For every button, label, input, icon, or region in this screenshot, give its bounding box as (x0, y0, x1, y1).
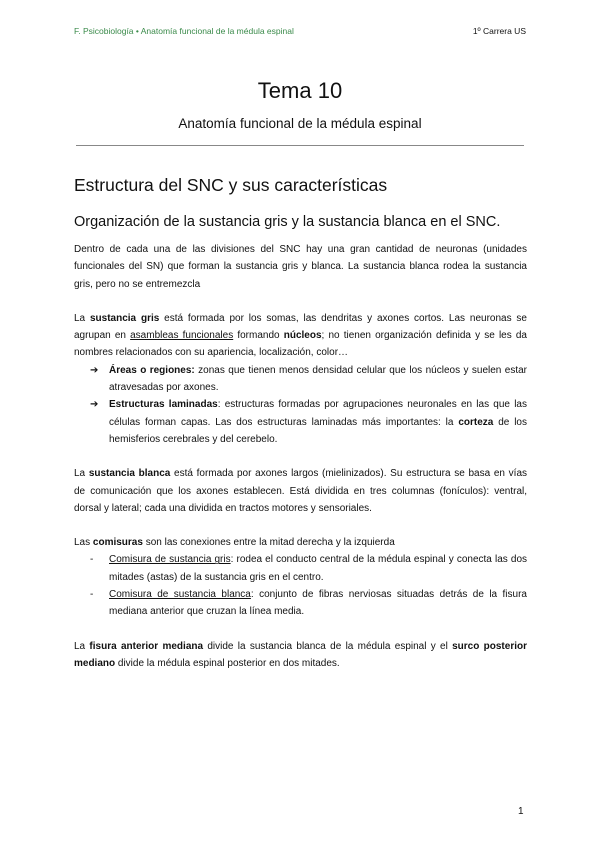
header-year: 1º Carrera US (472, 26, 526, 36)
regions-list (74, 362, 527, 448)
paragraph-sustancia-blanca: La sustancia blanca está formada por axones largos (mielinizados). Su estructura se basa en vías de comunicación que los axones establecen. Está dividida en tres columnas (fonículos): ventral, dorsal y lateral; cada una dividida en tractos motores y sensoriales. (74, 468, 528, 514)
section-title: Estructura del SNC y sus características (74, 175, 388, 195)
list-item: ➔ Áreas o regiones: zonas que tienen menos densidad celular que los núcleos y suelen estar atravesadas por axones. (74, 362, 527, 397)
arrow-icon: ➔ (90, 364, 99, 376)
page-subtitle: Anatomía funcional de la médula espinal (178, 116, 422, 131)
document-body (74, 241, 527, 672)
list-item: - Comisura de sustancia gris: rodea el conducto central de la médula espinal y conecta las dos mitades (astas) de la sustancia gris en el centro. (74, 551, 527, 586)
list-item: - Comisura de sustancia blanca: conjunto de fibras nerviosas situadas detrás de la fisura mediana anterior que cruzan la línea media. (74, 586, 527, 621)
list-item: ➔ Estructuras laminadas: estructuras formadas por agrupaciones neuronales en las que las células forman capas. Las dos estructuras laminadas más importantes: la corteza de los hemisferios cerebrales y del cerebelo. (74, 396, 527, 448)
page-title: Tema 10 (257, 78, 343, 103)
paragraph-fisura: La fisura anterior mediana divide la sustancia blanca de la médula espinal y el surco posterior mediano divide la médula espinal posterior en dos mitades. (74, 640, 527, 669)
dash-marker: - (90, 589, 94, 601)
arrow-icon: ➔ (90, 399, 99, 411)
page-number: 1 (518, 806, 524, 817)
paragraph-comisuras: Las comisuras son las conexiones entre la mitad derecha y la izquierda (74, 537, 395, 549)
paragraph-intro: Dentro de cada una de las divisiones del SNC hay una gran cantidad de neuronas (unidades funcionales del SN) que forman la sustancia gris y blanca. La sustancia blanca rodea la sustancia gris, pero no se entremezcla (74, 244, 527, 290)
dash-marker: - (90, 554, 94, 566)
header-course: F. Psicobiología • Anatomía funcional de la médula espinal (74, 26, 294, 36)
title-divider (76, 145, 524, 146)
subsection-title: Organización de la sustancia gris y la sustancia blanca en el SNC. (74, 214, 501, 230)
paragraph-sustancia-gris: La sustancia gris está formada por los somas, las dendritas y axones cortos. Las neuronas se agrupan en asambleas funcionales formando núcleos; no tienen organización definida y se les da nombres relacionados con su apariencia, localización, color… (74, 312, 527, 359)
comisuras-list (74, 551, 527, 620)
